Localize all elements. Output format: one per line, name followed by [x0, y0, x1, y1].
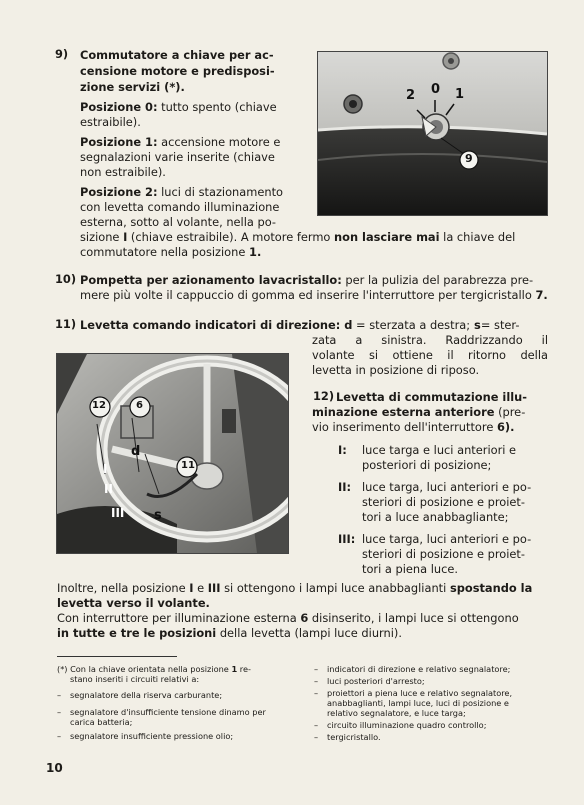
- sec12-III-label: III:: [338, 532, 356, 546]
- closing-line2: levetta verso il volante.: [57, 596, 210, 610]
- wheel-label-s: s: [154, 508, 162, 523]
- sec11-line3: volante si ottiene il ritorno della: [312, 348, 548, 362]
- wheel-label-11: 11: [181, 460, 195, 471]
- sec9-pos2-line4: sizione I (chiave estraibile). A motore fermo non lasciare mai la chiave del: [80, 230, 516, 244]
- sec11-line2: zata a sinistra. Raddrizzando il: [312, 333, 548, 347]
- sec11-line1: Levetta comando indicatori di direzione: d = sterzata a destra; s= ster-: [80, 318, 520, 332]
- ignition-switch-photo: [317, 51, 548, 216]
- sec12-II-label: II:: [338, 480, 352, 494]
- footnote-divider: [57, 656, 177, 657]
- sec9-title-2: censione motore e predisposi-: [80, 64, 275, 78]
- sec9-pos2-line1: Posizione 2: luci di stazionamento: [80, 185, 284, 199]
- sec9-pos1-line1: Posizione 1: accensione motore e: [80, 135, 281, 149]
- footnote-right-dash-1: –: [314, 664, 319, 674]
- sec9-title-1: Commutatore a chiave per ac-: [80, 48, 274, 62]
- sec12-line3: vio inserimento dell'interruttore 6).: [312, 420, 515, 434]
- sec9-pos1-line2: segnalazioni varie inserite (chiave: [80, 150, 275, 164]
- wheel-label-III: III: [111, 506, 125, 520]
- wheel-label-6: 6: [136, 400, 143, 411]
- footnote-left-dash-1: –: [57, 690, 62, 700]
- ignition-label-2: 2: [406, 88, 416, 103]
- footnote-right-dash-2: –: [314, 676, 319, 686]
- sec12-I-line1: luce targa e luci anteriori e: [362, 443, 517, 457]
- sec10-line1: Pompetta per azionamento lavacristallo: per la pulizia del parabrezza pre-: [80, 273, 534, 287]
- footnote-right-item-3-line2: anabbaglianti, lampi luce, luci di posizione e: [327, 698, 509, 708]
- sec9-pos2-line3: esterna, sotto al volante, nella po-: [80, 215, 276, 229]
- footnote-right-item-5: tergicristallo.: [327, 732, 381, 742]
- footnote-left-item-1: segnalatore della riserva carburante;: [70, 690, 223, 700]
- sec12-II-line1: luce targa, luci anteriori e po-: [362, 480, 532, 494]
- footnote-intro-1: (*) Con la chiave orientata nella posizione 1 re-: [57, 664, 251, 674]
- footnote-right-item-2: luci posteriori d'arresto;: [327, 676, 425, 686]
- sec12-title-2: minazione esterna anteriore (pre-: [312, 405, 526, 419]
- footnote-right-dash-5: –: [314, 732, 319, 742]
- footnote-left-item-3: segnalatore insufficiente pressione olio;: [70, 731, 234, 741]
- sec9-pos2-line5: commutatore nella posizione 1.: [80, 245, 262, 259]
- sec12-number: 12): [313, 389, 335, 403]
- sec11-line4: levetta in posizione di riposo.: [312, 363, 480, 377]
- wheel-label-12: 12: [92, 400, 106, 411]
- footnote-right-item-4: circuito illuminazione quadro controllo;: [327, 720, 487, 730]
- wheel-label-d: d: [131, 444, 141, 459]
- sec9-pos0-line2: estraibile).: [80, 115, 141, 129]
- wheel-label-II: II: [104, 482, 113, 496]
- sec12-I-label: I:: [338, 443, 347, 457]
- sec9-number: 9): [55, 47, 69, 61]
- sec10-line2: mere più volte il cappuccio di gomma ed inserire l'interruttore per tergicristallo 7.: [80, 288, 548, 302]
- sec12-III-line1: luce targa, luci anteriori e po-: [362, 532, 532, 546]
- closing-line1: Inoltre, nella posizione I e III si ottengono i lampi luce anabbaglianti spostando la: [57, 581, 533, 595]
- steering-wheel-illustration: [57, 354, 288, 553]
- footnote-left-dash-2: –: [57, 707, 62, 717]
- footnote-left-item-2-line2: carica batteria;: [70, 717, 133, 727]
- footnote-left-item-2-line1: segnalatore d'insufficiente tensione dinamo per: [70, 707, 266, 717]
- wheel-label-I: I: [103, 462, 108, 476]
- footnote-right-item-3-line1: proiettori a piena luce e relativo segnalatore,: [327, 688, 513, 698]
- ignition-label-0: 0: [431, 82, 441, 97]
- sec9-pos1-line3: non estraibile).: [80, 165, 166, 179]
- sec12-II-line3: tori a luce anabbagliante;: [362, 510, 509, 524]
- closing-line4: in tutte e tre le posizioni della levetta (lampi luce diurni).: [57, 626, 402, 640]
- sec12-III-line2: steriori di posizione e proiet-: [362, 547, 525, 561]
- footnote-right-dash-3: –: [314, 688, 319, 698]
- steering-wheel-photo: [56, 353, 289, 554]
- sec9-title-3: zione servizi (*).: [80, 80, 185, 94]
- footnote-left-dash-3: –: [57, 731, 62, 741]
- sec9-pos0-line1: Posizione 0: tutto spento (chiave: [80, 100, 277, 114]
- sec9-pos2-line2: con levetta comando illuminazione: [80, 200, 280, 214]
- ignition-switch-illustration: [318, 52, 547, 215]
- footnote-right-item-1: indicatori di direzione e relativo segnalatore;: [327, 664, 511, 674]
- closing-line3: Con interruttore per illuminazione esterna 6 disinserito, i lampi luce si ottengono: [57, 611, 519, 625]
- footnote-intro-2: stano inseriti i circuiti relativi a:: [70, 674, 200, 684]
- sec12-title-1: Levetta di commutazione illu-: [336, 390, 527, 404]
- sec12-I-line2: posteriori di posizione;: [362, 458, 492, 472]
- ignition-label-9: 9: [465, 152, 473, 165]
- sec10-number: 10): [55, 272, 77, 286]
- footnote-right-item-3-line3: relativo segnalatore, e luce targa;: [327, 708, 466, 718]
- sec12-III-line3: tori a piena luce.: [362, 562, 459, 576]
- ignition-label-1: 1: [455, 87, 465, 102]
- footnote-right-dash-4: –: [314, 720, 319, 730]
- sec11-number: 11): [55, 317, 77, 331]
- page-number: 10: [46, 761, 63, 775]
- sec12-II-line2: steriori di posizione e proiet-: [362, 495, 525, 509]
